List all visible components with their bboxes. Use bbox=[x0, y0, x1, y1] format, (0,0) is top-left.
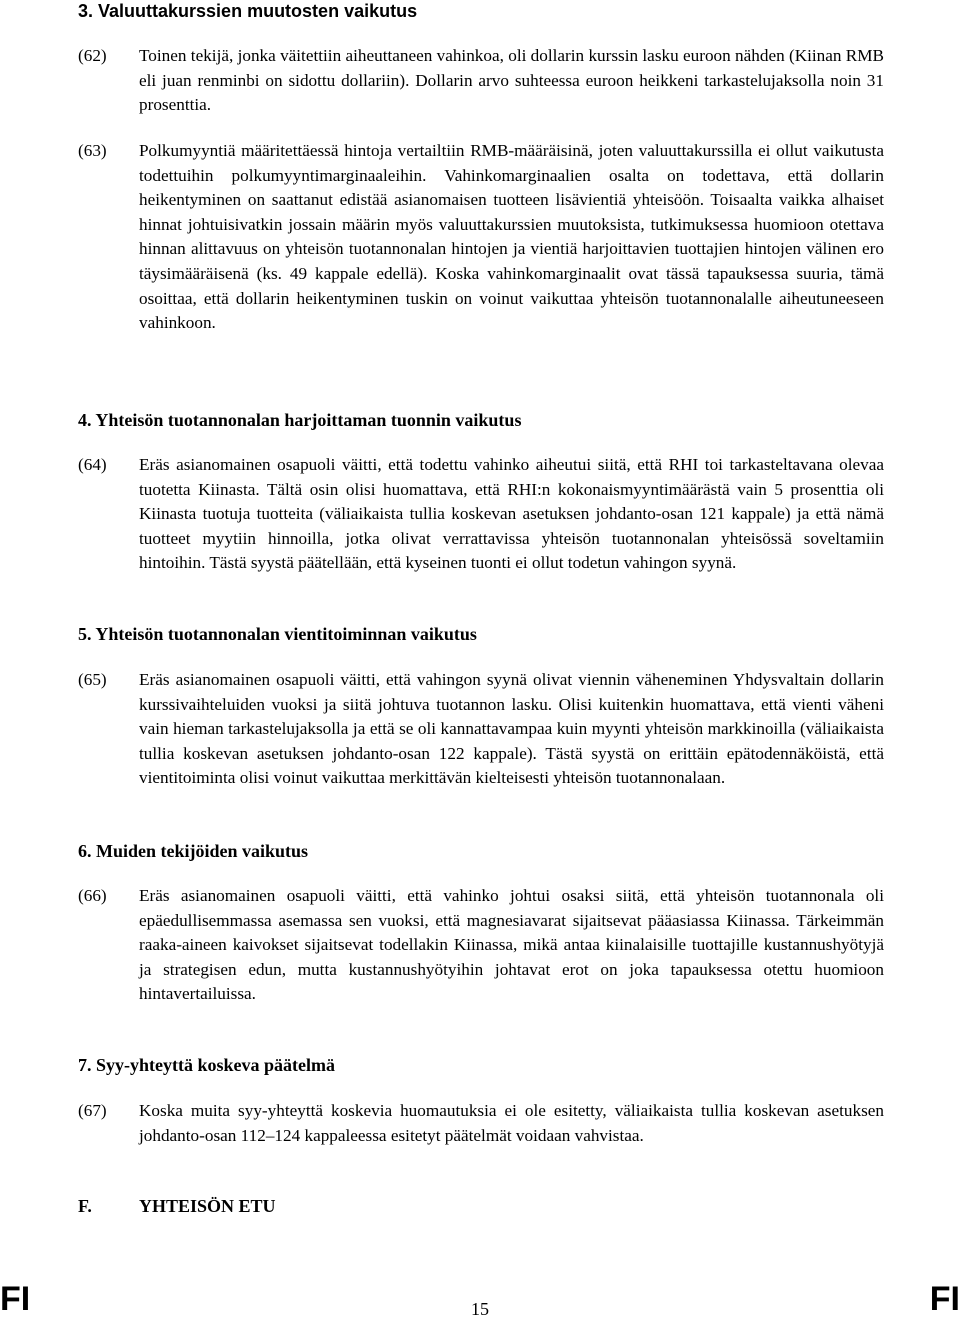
paragraph-number: (62) bbox=[78, 46, 107, 65]
section-f-letter: F. bbox=[78, 1196, 92, 1216]
page-number: 15 bbox=[471, 1299, 489, 1319]
paragraph-63 bbox=[78, 139, 884, 336]
section-3-heading: 3. Valuuttakurssien muutosten vaikutus bbox=[78, 1, 418, 21]
paragraph-65 bbox=[78, 668, 884, 791]
paragraph-text: Eräs asianomainen osapuoli väitti, että vahinko johtui osaksi siitä, että yhteisön tuotannonala oli epäedullisemmassa asemassa sen vuoksi, että magnesiavarat sijaitsevat pääasiassa Kiinassa. Tärkeimmän raaka-aineen kaivokset sijaitsevat todellakin Kiinassa, mikä antaa kiinalaisille tuottajille kustannushyötyjä ja strategisen edun, mutta kustannushyötyihin johtavat erot on joka tapauksessa otettu huomioon hintavertailuissa. bbox=[139, 886, 884, 1004]
paragraph-number: (66) bbox=[78, 886, 107, 905]
section-6-heading: 6. Muiden tekijöiden vaikutus bbox=[78, 841, 309, 861]
section-5-heading: 5. Yhteisön tuotannonalan vientitoiminnan vaikutus bbox=[78, 624, 477, 644]
paragraph-text: Eräs asianomainen osapuoli väitti, että todettu vahinko aiheutui siitä, että RHI toi tarkasteltavana olevaa tuotetta Kiinasta. Tältä osin olisi huomattava, että RHI:n kokonaismyyntimäärästä vain 5 prosenttia oli Kiinasta tuotuja tuotteita (väliaikaista tullia koskevan asetuksen johdanto-osan 121 kappale) ja että nämä tuotteet myytiin hinnoilla, jotka olivat verrattavissa yhteisön tuotannonalan yhteisössä soveltamiin hintoihin. Tästä syystä päätellään, että kyseinen tuonti ei ollut todetun vahingon syynä. bbox=[139, 455, 884, 573]
section-4-heading: 4. Yhteisön tuotannonalan harjoittaman tuonnin vaikutus bbox=[78, 410, 522, 430]
paragraph-66 bbox=[78, 884, 884, 1007]
paragraph-text: Polkumyyntiä määritettäessä hintoja vertailtiin RMB-määräisinä, joten valuuttakurssilla ei ollut vaikutusta todettuihin polkumyyntimarginaaleihin. Vahinkomarginaalien osalta on todettava, että dollarin heikentyminen on saattanut edistää asianomaisen tuotteen lisävientiä yhteisöön. Toisaalta vaikka alhaiset hinnat johtuisivatkin jossain määrin myös valuuttakurssien muutoksista, tutkimuksessa huomioon otettava hinnan alittavuus on yhteisön tuotannonalan hintojen ja vientiä harjoittavien tuottajien hintojen välinen ero täysimääräisenä (ks. 49 kappale edellä). Koska vahinkomarginaalit ovat tässä tapauksessa suuria, tämä osoittaa, että dollarin heikentyminen tuskin on voinut vaikuttaa yhteisön tuotannonalalle aiheutuneeseen vahinkoon. bbox=[139, 141, 884, 333]
paragraph-text: Koska muita syy-yhteyttä koskevia huomautuksia ei ole esitetty, väliaikaista tullia koskevan asetuksen johdanto-osan 112–124 kappaleessa esitetyt päätelmät voidaan vahvistaa. bbox=[139, 1101, 884, 1145]
paragraph-number: (67) bbox=[78, 1101, 107, 1120]
paragraph-62 bbox=[78, 44, 884, 118]
paragraph-64 bbox=[78, 453, 884, 576]
paragraph-number: (65) bbox=[78, 670, 107, 689]
footer-language-code-left: FI bbox=[0, 1280, 31, 1318]
section-f-title: YHTEISÖN ETU bbox=[139, 1196, 276, 1216]
section-7-heading: 7. Syy-yhteyttä koskeva päätelmä bbox=[78, 1055, 335, 1075]
paragraph-text: Toinen tekijä, jonka väitettiin aiheuttaneen vahinkoa, oli dollarin kurssin lasku euroon nähden (Kiinan RMB eli juan renminbi on sidottu dollariin). Dollarin arvo suhteessa euroon heikkeni tarkastelujaksolla noin 31 prosenttia. bbox=[139, 46, 884, 115]
paragraph-text: Eräs asianomainen osapuoli väitti, että vahingon syynä olivat viennin väheneminen Yhdysvaltain dollarin kurssivaihteluiden vuoksi ja siitä johtuva tuotannon lasku. Olisi kuitenkin huomattava, että vienti väheni vain hieman tarkastelujaksolla ja että se oli kannattavampaa kuin myynti yhteisön markkinoilla (väliaikaista tullia koskevan asetuksen johdanto-osan 122 kappale). Tästä syystä on erittäin epätodennäköistä, että vientitoiminta olisi voinut vaikuttaa merkittävän kielteisesti yhteisön tuotannonalaan. bbox=[139, 670, 884, 788]
paragraph-number: (64) bbox=[78, 455, 107, 474]
paragraph-67 bbox=[78, 1099, 884, 1148]
paragraph-number: (63) bbox=[78, 141, 107, 160]
section-f-heading bbox=[78, 1194, 276, 1218]
footer-language-code-right: FI bbox=[929, 1280, 960, 1318]
